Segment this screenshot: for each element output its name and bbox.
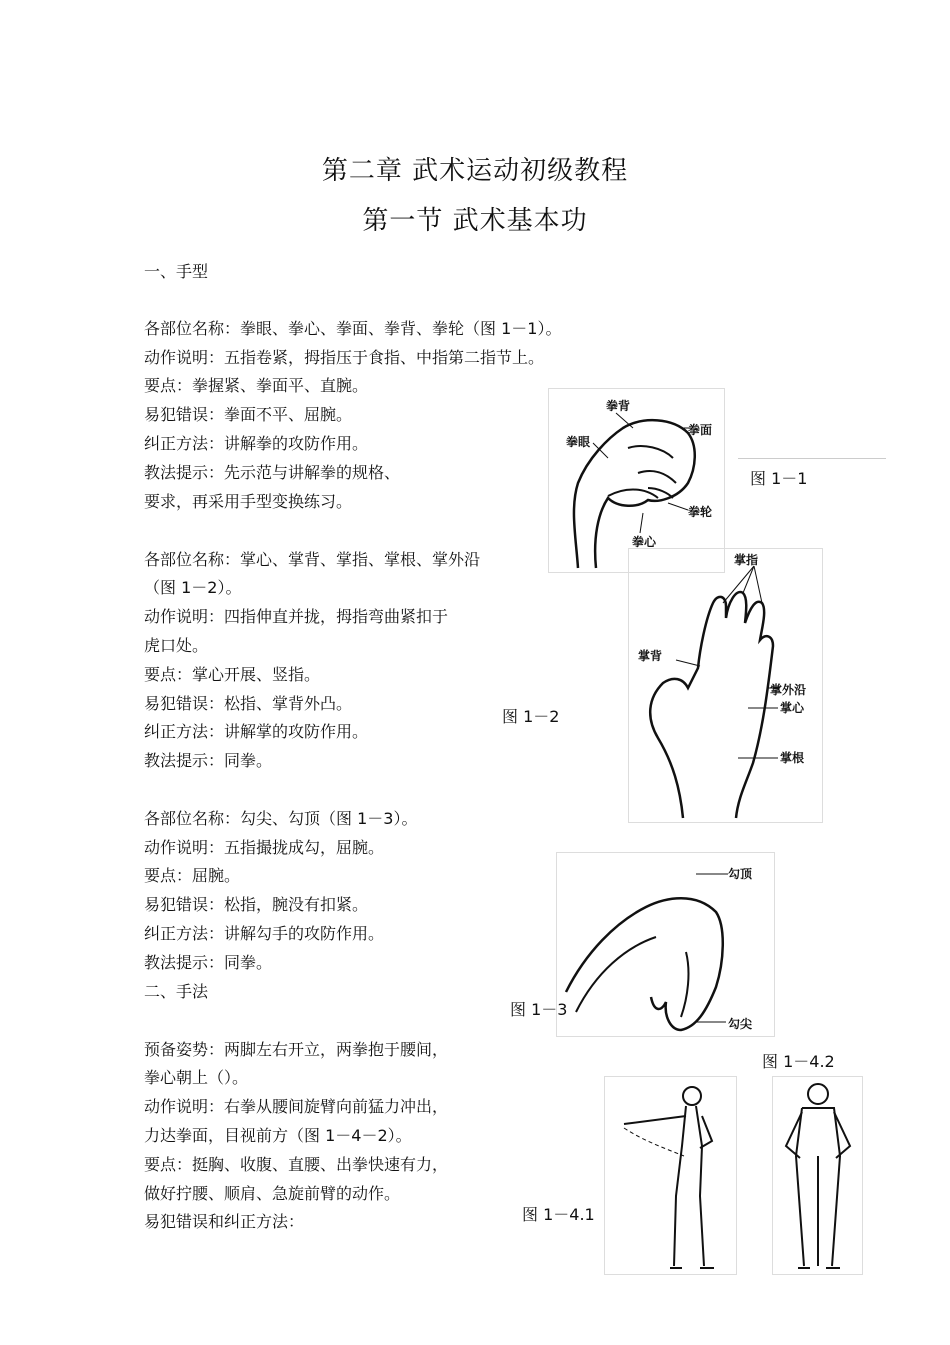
body-line: 动作说明：四指伸直并拢，拇指弯曲紧扣于 — [144, 607, 449, 626]
caption-fig-1-1: 图 1－1 — [750, 469, 808, 488]
body-line: 各部位名称：拳眼、拳心、拳面、拳背、拳轮（图 1－1）。 — [144, 319, 562, 338]
ready-stance-illustration — [772, 1076, 864, 1276]
body-line: 虎口处。 — [144, 636, 209, 655]
figure-palm — [628, 548, 824, 824]
figure-ready-stance — [772, 1076, 864, 1276]
palm-label-outer-edge: 掌外沿 — [770, 683, 807, 697]
body-line: 要点：挺胸、收腹、直腰、出拳快速有力， — [144, 1155, 449, 1174]
body-line: 纠正方法：讲解拳的攻防作用。 — [144, 434, 369, 453]
figure-punch-stance — [604, 1076, 738, 1276]
hook-label-tip: 勾尖 — [728, 1017, 753, 1031]
figure-fist — [548, 388, 726, 574]
body-line: 纠正方法：讲解勾手的攻防作用。 — [144, 924, 385, 943]
body-line: 动作说明：五指卷紧，拇指压于食指、中指第二指节上。 — [144, 348, 545, 367]
body-line: 易犯错误：松指，腕没有扣紧。 — [144, 895, 369, 914]
punch-stance-illustration — [604, 1076, 738, 1276]
body-line: 各部位名称：掌心、掌背、掌指、掌根、掌外沿 — [144, 550, 481, 569]
caption-fig-1-4-2: 图 1－4.2 — [762, 1052, 835, 1071]
caption-fig-1-4-1: 图 1－4.1 — [522, 1205, 595, 1224]
palm-label-back: 掌背 — [638, 649, 663, 663]
body-line: 易犯错误：拳面不平、屈腕。 — [144, 405, 353, 424]
body-line: 动作说明：右拳从腰间旋臂向前猛力冲出， — [144, 1097, 449, 1116]
figure-hook — [556, 852, 776, 1038]
body-line: 力达拳面，目视前方（图 1－4－2）。 — [144, 1126, 412, 1145]
hook-illustration — [556, 852, 776, 1038]
fist-label-wheel: 拳轮 — [688, 505, 713, 519]
body-line: 拳心朝上（）。 — [144, 1068, 249, 1087]
caption-rule — [738, 458, 886, 459]
palm-label-center: 掌心 — [780, 701, 805, 715]
body-line: 动作说明：五指撮拢成勾，屈腕。 — [144, 838, 385, 857]
body-line: （图 1－2）。 — [144, 578, 242, 597]
body-line: 要求，再采用手型变换练习。 — [144, 492, 353, 511]
fist-label-back: 拳背 — [606, 399, 631, 413]
fist-label-eye: 拳眼 — [566, 435, 591, 449]
body-line: 易犯错误和纠正方法： — [144, 1212, 305, 1231]
fist-label-face: 拳面 — [688, 423, 713, 437]
palm-label-root: 掌根 — [780, 751, 805, 765]
body-line: 纠正方法：讲解掌的攻防作用。 — [144, 722, 369, 741]
palm-illustration — [628, 548, 824, 824]
fist-label-heart: 拳心 — [632, 535, 657, 549]
body-line: 要点：掌心开展、竖指。 — [144, 665, 321, 684]
body-line: 各部位名称：勾尖、勾顶（图 1－3）。 — [144, 809, 418, 828]
palm-label-fingers: 掌指 — [734, 553, 759, 567]
chapter-title: 第二章 武术运动初级教程 — [321, 156, 629, 186]
body-line: 要点：拳握紧、拳面平、直腕。 — [144, 376, 369, 395]
body-line: 做好拧腰、顺肩、急旋前臂的动作。 — [144, 1184, 401, 1203]
body-line: 教法提示：同拳。 — [144, 751, 273, 770]
heading-hand-techniques: 二、手法 — [144, 982, 209, 1001]
fist-illustration — [548, 388, 726, 574]
caption-fig-1-2: 图 1－2 — [502, 707, 560, 726]
body-line: 要点：屈腕。 — [144, 866, 241, 885]
body-line: 易犯错误：松指、掌背外凸。 — [144, 694, 353, 713]
section-title: 第一节 武术基本功 — [362, 206, 588, 236]
caption-fig-1-3: 图 1－3 — [510, 1000, 568, 1019]
body-line: 预备姿势：两脚左右开立，两拳抱于腰间， — [144, 1040, 449, 1059]
body-line: 教法提示：同拳。 — [144, 953, 273, 972]
body-line: 教法提示：先示范与讲解拳的规格、 — [144, 463, 401, 482]
hook-label-top: 勾顶 — [728, 867, 753, 881]
heading-hand-shapes: 一、手型 — [144, 262, 209, 281]
